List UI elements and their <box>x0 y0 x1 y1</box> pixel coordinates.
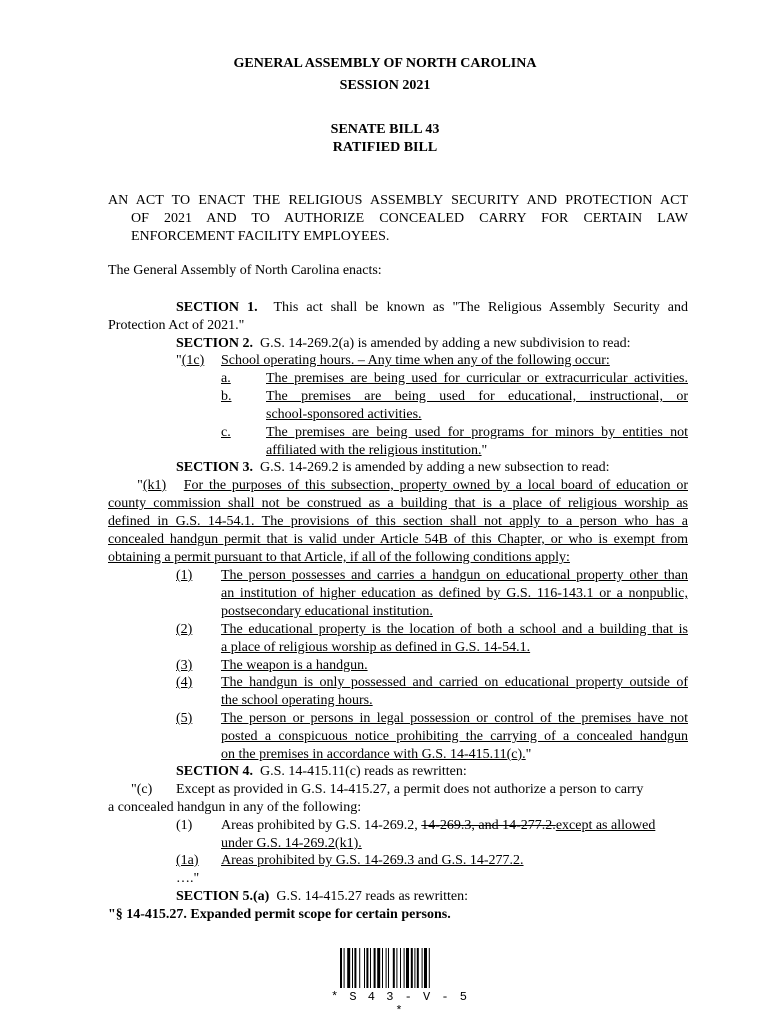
act-title: AN ACT TO ENACT THE RELIGIOUS ASSEMBLY SECURITY AND PROTECTION ACT <box>108 193 688 208</box>
statute-heading: "§ 14-415.27. Expanded permit scope for certain persons. <box>108 907 451 922</box>
bill-number: SENATE BILL 43 <box>330 122 440 137</box>
enacting-clause: The General Assembly of North Carolina enacts: <box>108 263 382 278</box>
barcode-bar <box>352 948 353 988</box>
document-page: GENERAL ASSEMBLY OF NORTH CAROLINA SESSION 2021 SENATE BILL 43 RATIFIED BILL AN ACT TO ENACT THE RELIGIOUS ASSEMBLY SECURITY AND PROTECTION ACT OF 2021 AND TO AUTHORIZE CONCEALED CARRY FOR CERTAIN LAW ENFORCEMENT FACILITY EMPLOYEES. The General Assembly of North Carolina enacts: SECTION 1. This act shall be known as "The Religious Assembly Security and Protection Act of 2021." SECTION 2. G.S. 14-269.2(a) is amended by adding a new subdivision to read: "(1c) School operating hours. – Any time when any of the following occur: a. The premises are being used for curricular or extracurricular activities. b. The premises are being used for educational, instructional, or school-sponsored activities. c. The premises are being used for programs for minors by entities not affiliated with the religious institution." SECTION 3. G.S. 14-269.2 is amended by adding a new subsection to read: "(k1) For the purposes of this subsection, property owned by a local board of education or county commission shall not be construed as a building that is a place of religious worship as defined in G.S. 14-54.1. The provisions of this section shall not apply to a person who has a concealed handgun permit that is valid under Article 54B of this Chapter, or who is exempt from obtaining a permit pursuant to that Article, if all of the following conditions apply: (1) The person possesses and carries a handgun on educational property other than an institution of higher education as defined by G.S. 116-143.1 or a nonpublic, postsecondary educational institution. (2) The educational property is the location of both a school and a building that is a place of religious worship as defined in G.S. 14-54.1. (3) The weapon is a handgun. (4) The handgun is only possessed and carried on educational property outside of the school operating hours. (5) The person or persons in legal possession or control of the premises have not posted a conspicuous notice prohibiting the carrying of a concealed handgun on the premises in accordance with G.S. 14-415.11(c)." SECTION 4. G.S. 14-415.11(c) reads as rewritten: "(c) Except as provided in G.S. 14-415.27, a permit does not authorize a person to carry a concealed handgun in any of the following: (1) Areas prohibited by G.S. 14-269.2, 14-269.3, and 14-277.2.except as allowed under G.S. 14-269.2(k1). (1a) Areas prohibited by G.S. 14-269.3 and G.S. 14-277.2. …." SECTION 5.(a) G.S. 14-415.27 reads as rewritten: "§ 14-415.27. Expanded permit scope for certain persons. * S 4 3 - V - 5 * <box>0 0 770 1024</box>
barcode-bar <box>404 948 405 988</box>
barcode-bar <box>382 948 383 988</box>
barcode-bar <box>347 948 350 988</box>
subsection-k1: "(k1) For the purposes of this subsection, property owned by a local board of education or <box>137 478 688 493</box>
barcode-bar <box>344 948 345 988</box>
barcode-bar <box>422 948 423 988</box>
barcode-bar <box>370 948 371 988</box>
barcode-bar <box>388 948 389 988</box>
barcode-bar <box>393 948 395 988</box>
barcode-bar <box>400 948 401 988</box>
barcode-bar <box>364 948 365 988</box>
barcode-bar <box>424 948 427 988</box>
section-2: SECTION 2. G.S. 14-269.2(a) is amended by adding a new subdivision to read: <box>176 336 631 351</box>
section-1: SECTION 1. This act shall be known as "The Religious Assembly Security and <box>176 300 688 315</box>
barcode-bar <box>396 948 397 988</box>
bill-status: RATIFIED BILL <box>332 140 438 155</box>
barcode-bar <box>340 948 342 988</box>
barcode-bar <box>374 948 376 988</box>
barcode-bar <box>411 948 413 988</box>
section-4: SECTION 4. G.S. 14-415.11(c) reads as rewritten: <box>176 764 467 779</box>
section-3: SECTION 3. G.S. 14-269.2 is amended by adding a new subsection to read: <box>176 460 610 475</box>
barcode-bar <box>366 948 368 988</box>
assembly-heading: GENERAL ASSEMBLY OF NORTH CAROLINA <box>233 56 537 71</box>
barcode-label: * S 4 3 - V - 5 * <box>330 990 470 1018</box>
barcode-bar <box>359 948 360 988</box>
session-heading: SESSION 2021 <box>339 78 431 93</box>
barcode-bar <box>414 948 415 988</box>
subdivision-1c: "(1c) <box>176 353 205 368</box>
section-5a: SECTION 5.(a) G.S. 14-415.27 reads as rewritten: <box>176 889 469 904</box>
barcode-bar <box>429 948 430 988</box>
barcode-bar <box>386 948 387 988</box>
barcode-bar <box>377 948 380 988</box>
barcode-bar <box>406 948 409 988</box>
barcode-bar <box>354 948 356 988</box>
barcode-bar <box>417 948 419 988</box>
barcode <box>340 948 460 988</box>
